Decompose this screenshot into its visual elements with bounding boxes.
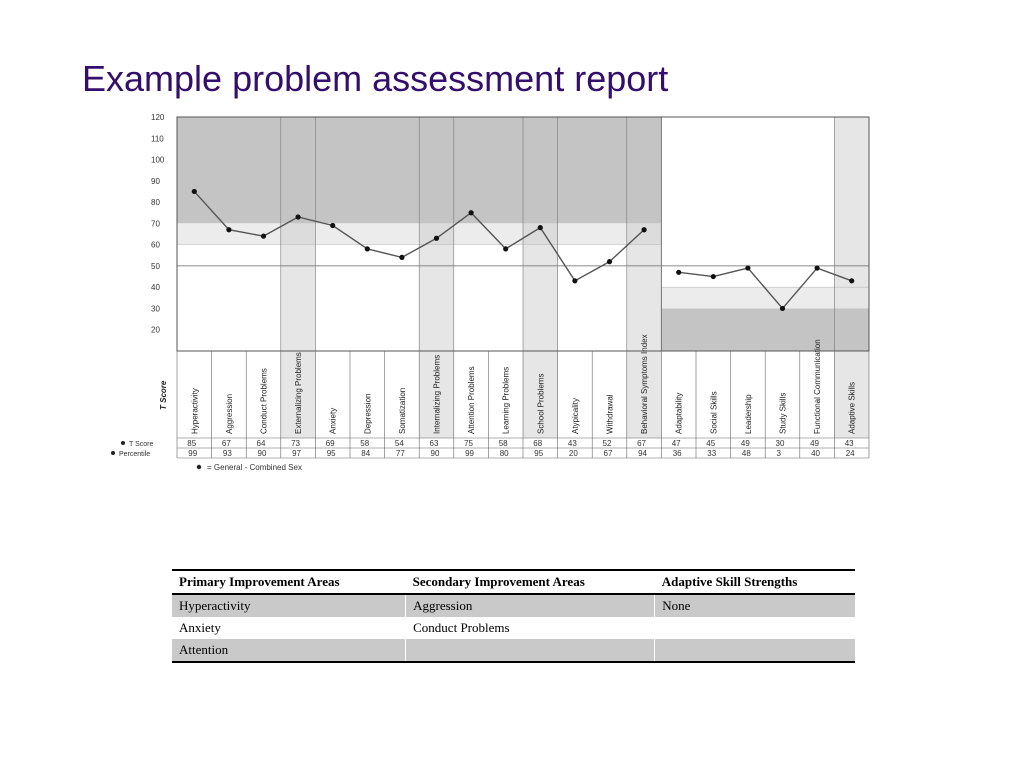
category-label: Attention Problems: [467, 366, 477, 434]
data-point: [676, 270, 681, 275]
table-cell: None: [655, 594, 855, 617]
improvement-summary-table: [172, 569, 855, 663]
composite-column-clinical: [523, 117, 558, 223]
table-cell: Aggression: [406, 594, 655, 617]
table-cell: Conduct Problems: [406, 617, 655, 639]
y-tick-label: 80: [151, 198, 160, 208]
y-axis-title: T Score: [159, 380, 168, 410]
tscore-cell: 52: [602, 439, 612, 448]
y-tick-label: 30: [151, 304, 160, 314]
category-label: Learning Problems: [501, 366, 511, 434]
data-point: [745, 265, 750, 270]
percentile-cell: 95: [326, 449, 336, 458]
tscore-cell: 43: [844, 439, 854, 448]
tscore-row-label: T Score: [129, 441, 154, 448]
tscore-cell: 43: [567, 439, 577, 448]
tscore-cell: 54: [394, 439, 404, 448]
table-cell: Anxiety: [179, 620, 221, 635]
y-tick-label: 120: [151, 113, 165, 122]
data-point: [780, 306, 785, 311]
category-label: School Problems: [536, 373, 546, 434]
data-point: [849, 278, 854, 283]
composite-column-clinical: [627, 117, 662, 223]
percentile-cell: 84: [361, 449, 371, 458]
tscore-cell: 75: [464, 439, 474, 448]
percentile-cell: 24: [845, 449, 855, 458]
category-label: Conduct Problems: [259, 368, 269, 434]
category-label: Internalizing Problems: [432, 354, 442, 434]
tscore-cell: 58: [498, 439, 508, 448]
data-point: [192, 189, 197, 194]
tscore-cell: 30: [775, 439, 785, 448]
tscore-cell: 69: [325, 439, 335, 448]
data-point: [469, 210, 474, 215]
table-cell: Hyperactivity: [172, 594, 406, 617]
tscore-cell: 68: [533, 439, 543, 448]
legend-marker-icon: [197, 465, 201, 469]
percentile-cell: 40: [811, 449, 821, 458]
table-cell: [655, 639, 855, 662]
table-row: [172, 617, 855, 639]
tscore-row-marker-icon: [121, 441, 125, 445]
composite-column-clinical: [834, 308, 869, 351]
category-label: Withdrawal: [605, 394, 615, 434]
composite-column-at-risk: [281, 223, 316, 244]
data-point: [226, 227, 231, 232]
y-tick-label: 90: [151, 176, 160, 186]
tscore-cell: 49: [740, 439, 750, 448]
y-tick-label: 110: [151, 134, 164, 144]
data-point: [365, 246, 370, 251]
tscore-profile-svg: [100, 110, 870, 480]
category-label: Leadership: [743, 394, 753, 434]
table-cell: Attention: [172, 639, 406, 662]
percentile-cell: 77: [395, 449, 405, 458]
data-point: [330, 223, 335, 228]
data-point: [642, 227, 647, 232]
percentile-cell: 36: [672, 449, 682, 458]
y-tick-label: 20: [151, 325, 160, 335]
data-point: [572, 278, 577, 283]
tscore-cell: 85: [187, 439, 197, 448]
tscore-cell: 67: [637, 439, 647, 448]
header-primary-areas: Primary Improvement Areas: [172, 570, 406, 594]
percentile-row-marker-icon: [111, 451, 115, 455]
percentile-cell: 99: [188, 449, 198, 458]
table-cell: [406, 639, 655, 662]
percentile-row-label: Percentile: [119, 451, 151, 458]
data-point: [399, 255, 404, 260]
table-cell: [655, 617, 855, 639]
tscore-cell: 73: [291, 439, 301, 448]
tscore-cell: 67: [221, 439, 231, 448]
y-tick-label: 40: [151, 283, 160, 293]
tscore-profile-chart: [100, 110, 870, 480]
tscore-cell: 49: [810, 439, 820, 448]
percentile-cell: 93: [222, 449, 232, 458]
composite-column-at-risk: [419, 223, 454, 244]
percentile-cell: 94: [638, 449, 648, 458]
y-tick-label: 50: [151, 261, 160, 271]
percentile-cell: 97: [292, 449, 302, 458]
percentile-cell: 80: [499, 449, 509, 458]
percentile-cell: 33: [707, 449, 717, 458]
percentile-cell: 95: [534, 449, 544, 458]
tscore-cell: 45: [706, 439, 716, 448]
y-tick-label: 70: [151, 219, 160, 229]
category-label: Adaptive Skills: [847, 381, 857, 434]
category-label: Depression: [363, 393, 373, 434]
percentile-cell: 90: [257, 449, 267, 458]
category-label: Atypicality: [570, 397, 580, 434]
percentile-cell: 48: [741, 449, 751, 458]
table-header-row: [172, 570, 855, 594]
percentile-cell: 67: [603, 449, 613, 458]
table-row: [172, 639, 855, 662]
data-point: [815, 265, 820, 270]
data-point: [711, 274, 716, 279]
category-label: Adaptability: [674, 392, 684, 434]
data-point: [261, 234, 266, 239]
category-label: Aggression: [224, 393, 234, 434]
category-label: Functional Communication: [813, 339, 823, 434]
category-label: Anxiety: [328, 407, 338, 434]
data-point: [503, 246, 508, 251]
data-point: [434, 236, 439, 241]
y-tick-label: 60: [151, 240, 160, 250]
data-point: [538, 225, 543, 230]
category-label: Somatization: [397, 387, 407, 434]
slide-title: Example problem assessment report: [82, 58, 669, 99]
percentile-cell: 20: [568, 449, 578, 458]
tscore-cell: 58: [360, 439, 370, 448]
category-label: Externalizing Problems: [294, 352, 304, 434]
tscore-cell: 63: [429, 439, 439, 448]
data-point: [296, 214, 301, 219]
percentile-cell: 3: [776, 449, 781, 458]
header-adaptive-strengths: Adaptive Skill Strengths: [655, 570, 855, 594]
composite-column-clinical: [281, 117, 316, 223]
category-label: Behavioral Symptoms Index: [640, 334, 650, 434]
category-label: Hyperactivity: [190, 388, 200, 434]
data-point: [607, 259, 612, 264]
percentile-cell: 90: [430, 449, 440, 458]
percentile-cell: 99: [465, 449, 475, 458]
y-tick-label: 100: [151, 155, 165, 165]
tscore-cell: 47: [671, 439, 681, 448]
table-row: [172, 594, 855, 617]
legend-label: = General - Combined Sex: [207, 463, 302, 472]
composite-column-clinical: [419, 117, 454, 223]
header-secondary-areas: Secondary Improvement Areas: [406, 570, 655, 594]
category-label: Social Skills: [709, 391, 719, 434]
tscore-cell: 64: [256, 439, 266, 448]
category-label: Study Skills: [778, 392, 788, 434]
